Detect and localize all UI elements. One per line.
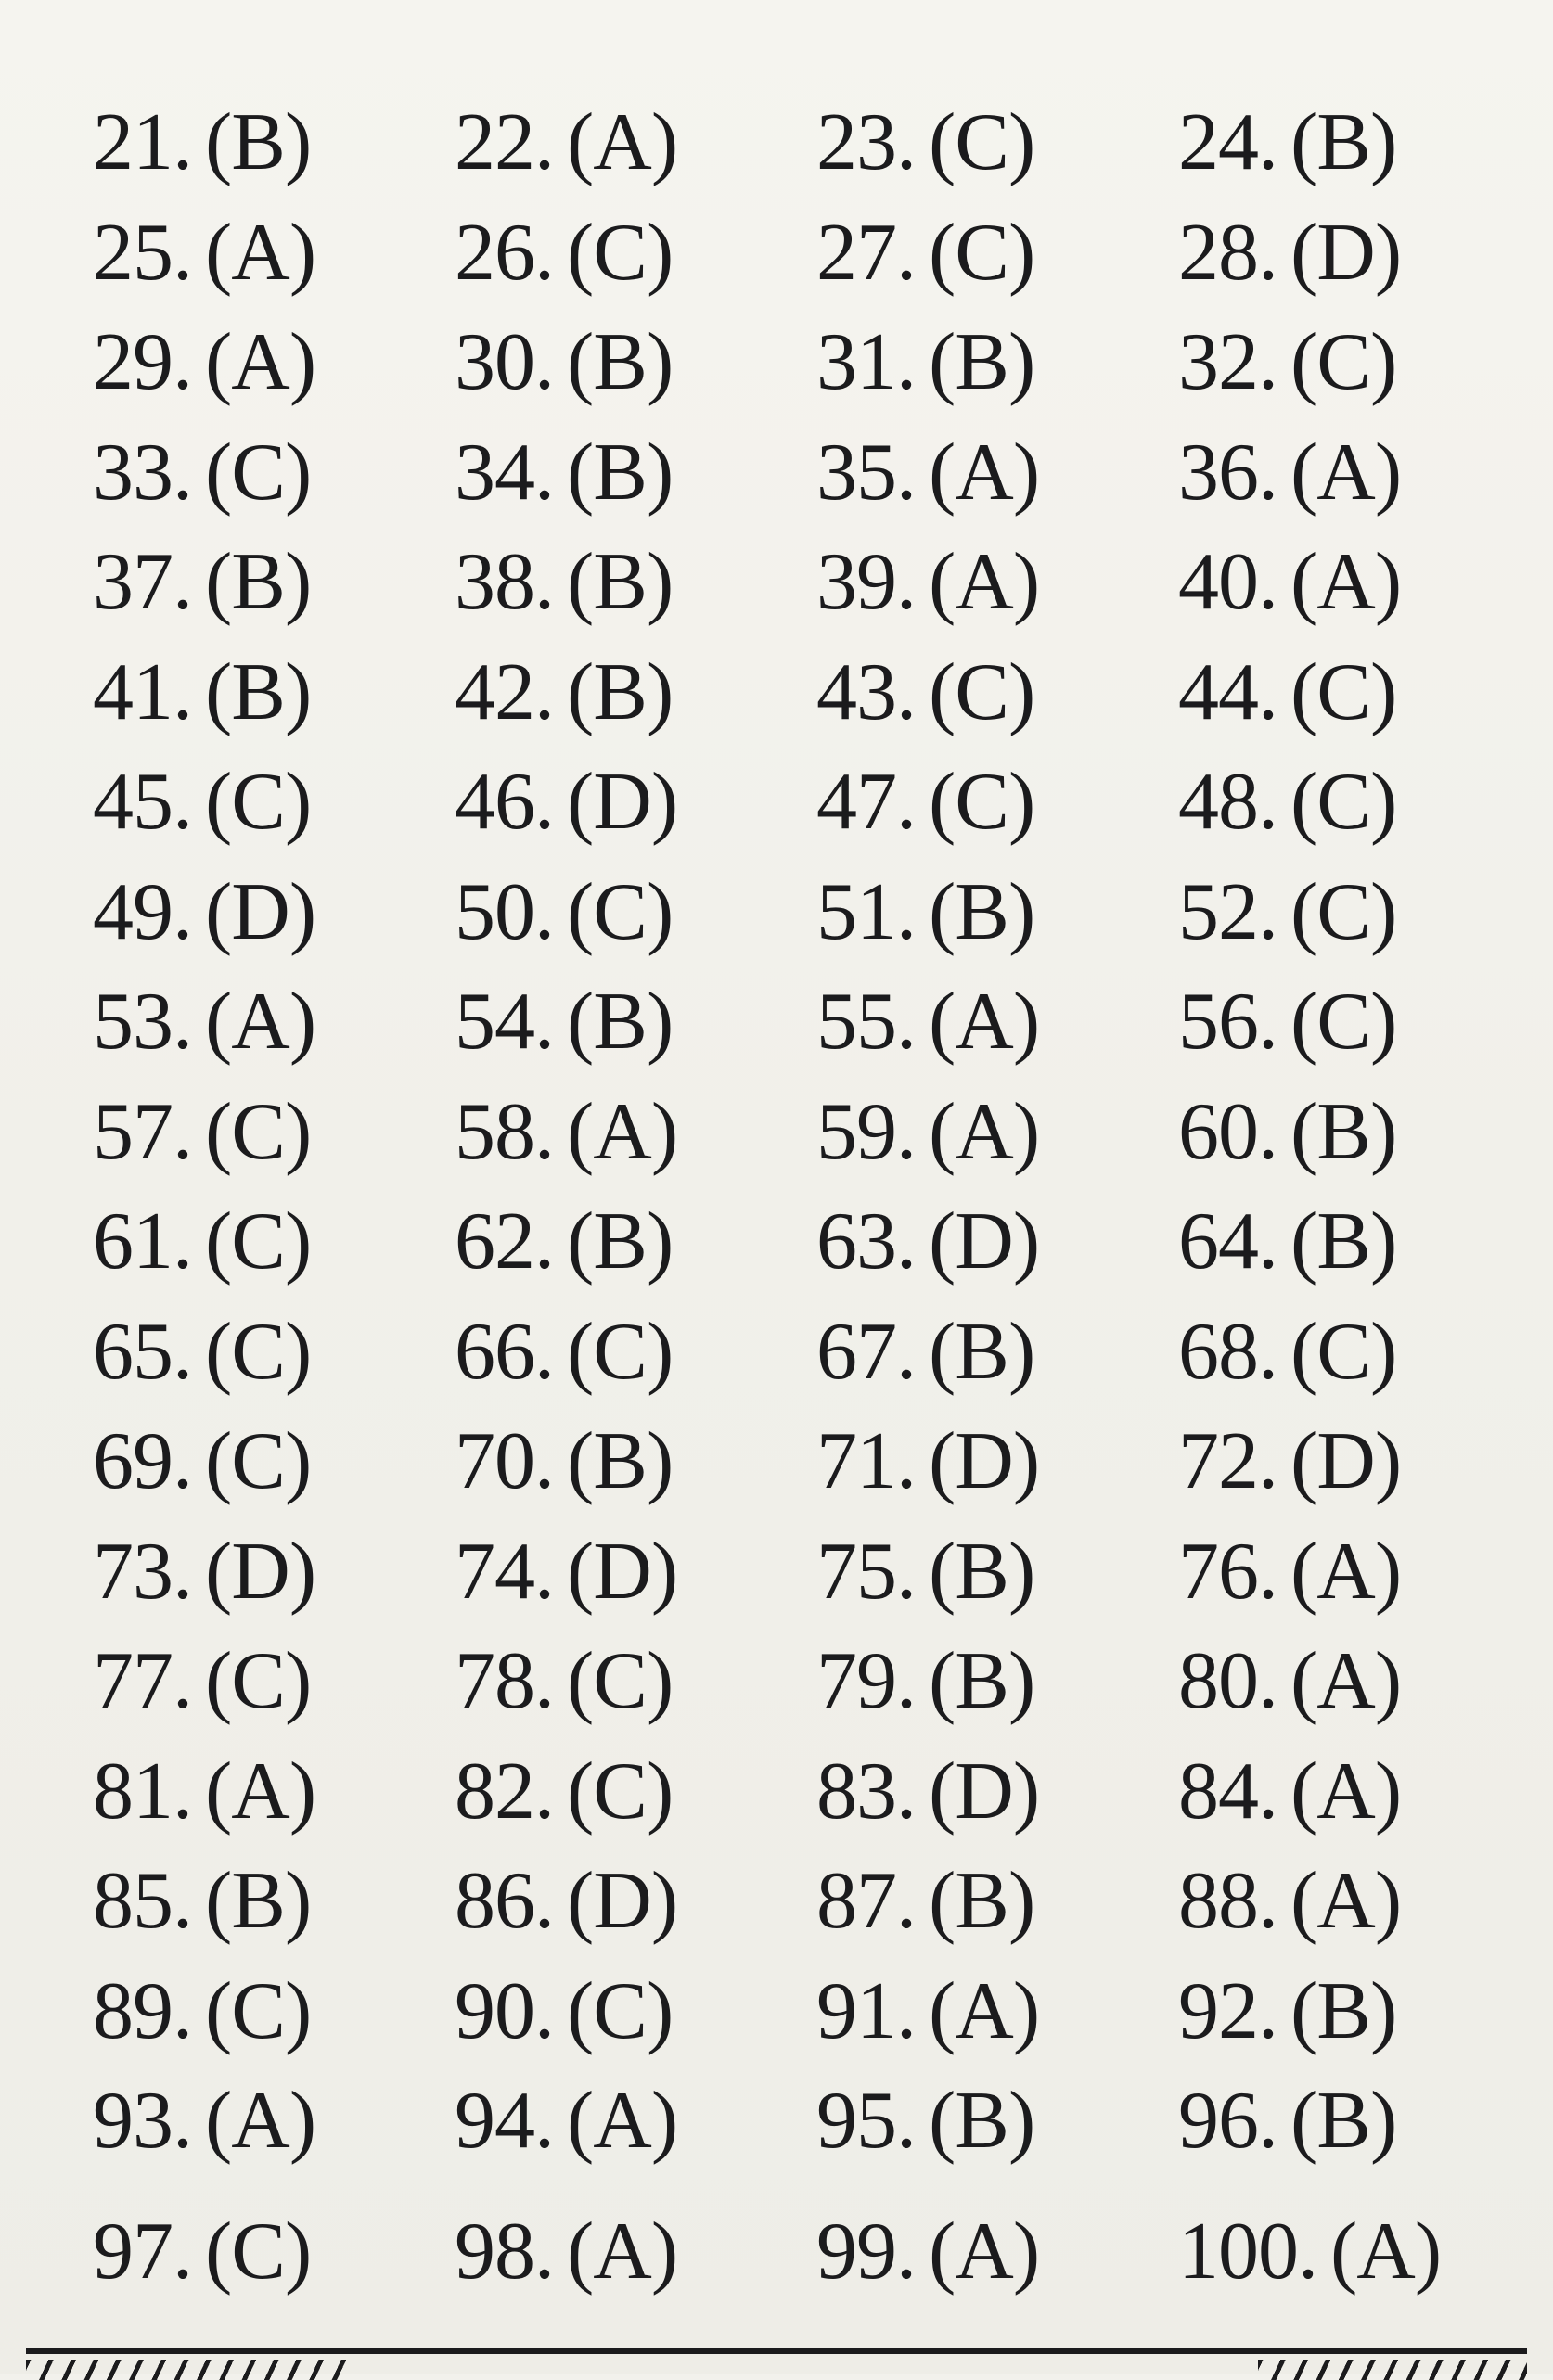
- answer-option: (A): [567, 2076, 678, 2166]
- question-number: 95.: [816, 2076, 916, 2166]
- question-number: 75.: [816, 1526, 916, 1617]
- answer-entry: [455, 2067, 816, 2177]
- answer-option: (A): [929, 537, 1040, 627]
- answer-entry: [93, 638, 455, 749]
- question-number: 33.: [93, 427, 192, 518]
- answer-entry: [93, 858, 455, 968]
- answer-option: (C): [205, 2206, 312, 2297]
- answer-entry: [93, 1847, 455, 1957]
- answer-option: (C): [567, 1746, 674, 1836]
- question-number: 67.: [816, 1306, 916, 1397]
- question-number: 41.: [93, 646, 192, 737]
- answer-option: (B): [567, 1196, 674, 1286]
- answer-option: (D): [1290, 207, 1402, 298]
- answer-option: (C): [929, 646, 1035, 737]
- question-number: 24.: [1178, 97, 1277, 187]
- answer-option: (C): [205, 1965, 312, 2056]
- answer-option: (B): [929, 1526, 1035, 1617]
- answer-entry: [93, 418, 455, 529]
- answer-entry: [93, 1957, 455, 2067]
- answer-entry: [1178, 1298, 1484, 1408]
- answer-entry: [816, 1847, 1178, 1957]
- answer-option: (D): [567, 1526, 678, 1617]
- answer-option: (C): [929, 97, 1035, 187]
- answer-option: (A): [1290, 1856, 1402, 1946]
- answer-entry: [455, 967, 816, 1078]
- question-number: 61.: [93, 1196, 192, 1286]
- answer-option: (B): [567, 1416, 674, 1506]
- answer-option: (C): [567, 1636, 674, 1726]
- answer-option: (B): [929, 1856, 1035, 1946]
- question-number: 77.: [93, 1636, 192, 1726]
- answer-option: (C): [1290, 1306, 1397, 1397]
- question-number: 81.: [93, 1746, 192, 1836]
- answer-option: (B): [567, 646, 674, 737]
- question-number: 45.: [93, 757, 192, 847]
- question-number: 44.: [1178, 646, 1277, 737]
- question-number: 71.: [816, 1416, 916, 1506]
- answer-entry: [1178, 1847, 1484, 1957]
- question-number: 93.: [93, 2076, 192, 2166]
- answer-entry: [816, 1957, 1178, 2067]
- answer-option: (C): [1290, 866, 1397, 957]
- answer-option: (A): [929, 1965, 1040, 2056]
- answer-option: (B): [929, 1636, 1035, 1726]
- answer-option: (A): [567, 1086, 678, 1177]
- question-number: 91.: [816, 1965, 916, 2056]
- answer-option: (B): [205, 537, 312, 627]
- question-number: 70.: [455, 1416, 554, 1506]
- answer-option: (B): [929, 1306, 1035, 1397]
- question-number: 40.: [1178, 537, 1277, 627]
- answer-entry: [455, 858, 816, 968]
- question-number: 92.: [1178, 1965, 1277, 2056]
- answer-option: (C): [1290, 977, 1397, 1067]
- answer-option: (A): [1290, 1526, 1402, 1617]
- question-number: 69.: [93, 1416, 192, 1506]
- answer-option: (C): [205, 1306, 312, 1397]
- answer-entry: [816, 308, 1178, 418]
- answer-entry: [455, 1078, 816, 1188]
- question-number: 53.: [93, 977, 192, 1067]
- question-number: 56.: [1178, 977, 1277, 1067]
- answer-entry: [1178, 1517, 1484, 1628]
- answer-entry: [816, 1187, 1178, 1298]
- answer-option: (D): [205, 866, 316, 957]
- answer-option: (A): [929, 427, 1040, 518]
- answer-entry: [816, 88, 1178, 198]
- question-number: 59.: [816, 1086, 916, 1177]
- answer-option: (C): [1290, 646, 1397, 737]
- question-number: 58.: [455, 1086, 554, 1177]
- answer-option: (A): [1330, 2206, 1442, 2297]
- answer-entry: [816, 1407, 1178, 1517]
- question-number: 86.: [455, 1856, 554, 1946]
- answer-option: (A): [929, 977, 1040, 1067]
- answer-option: (D): [567, 757, 678, 847]
- question-number: 52.: [1178, 866, 1277, 957]
- question-number: 31.: [816, 317, 916, 407]
- answer-option: (B): [567, 317, 674, 407]
- answer-option: (D): [1290, 1416, 1402, 1506]
- question-number: 63.: [816, 1196, 916, 1286]
- answer-entry: [816, 2177, 1178, 2297]
- answer-entry: [1178, 308, 1484, 418]
- answer-option: (B): [1290, 2076, 1397, 2166]
- answer-entry: [1178, 1737, 1484, 1848]
- question-number: 79.: [816, 1636, 916, 1726]
- answer-option: (C): [567, 866, 674, 957]
- answer-entry: [1178, 1407, 1484, 1517]
- question-number: 54.: [455, 977, 554, 1067]
- answer-entry: [816, 1298, 1178, 1408]
- question-number: 39.: [816, 537, 916, 627]
- answer-option: (A): [205, 317, 316, 407]
- answer-option: (C): [567, 1965, 674, 2056]
- answer-option: (A): [567, 97, 678, 187]
- bottom-rule: [26, 2348, 1527, 2374]
- question-number: 85.: [93, 1856, 192, 1946]
- answer-option: (C): [205, 427, 312, 518]
- question-number: 68.: [1178, 1306, 1277, 1397]
- answer-entry: [1178, 528, 1484, 638]
- answer-entry: [816, 1517, 1178, 1628]
- answer-entry: [455, 1298, 816, 1408]
- question-number: 47.: [816, 757, 916, 847]
- answer-option: (B): [205, 1856, 312, 1946]
- answer-entry: [455, 748, 816, 858]
- answer-option: (B): [929, 2076, 1035, 2166]
- question-number: 49.: [93, 866, 192, 957]
- answer-option: (B): [567, 427, 674, 518]
- question-number: 34.: [455, 427, 554, 518]
- answer-entry: [93, 2177, 455, 2297]
- question-number: 80.: [1178, 1636, 1277, 1726]
- question-number: 29.: [93, 317, 192, 407]
- answer-entry: [816, 967, 1178, 1078]
- answer-option: (C): [929, 207, 1035, 298]
- answer-entry: [93, 198, 455, 309]
- question-number: 46.: [455, 757, 554, 847]
- question-number: 23.: [816, 97, 916, 187]
- answer-entry: [1178, 1627, 1484, 1737]
- question-number: 78.: [455, 1636, 554, 1726]
- answer-entry: [93, 1407, 455, 1517]
- answer-entry: [455, 1517, 816, 1628]
- answer-entry: [93, 1737, 455, 1848]
- answer-option: (B): [929, 317, 1035, 407]
- question-number: 65.: [93, 1306, 192, 1397]
- answer-entry: [816, 858, 1178, 968]
- question-number: 38.: [455, 537, 554, 627]
- question-number: 51.: [816, 866, 916, 957]
- answer-entry: [1178, 638, 1484, 749]
- question-number: 87.: [816, 1856, 916, 1946]
- answer-key-grid: [93, 88, 1484, 2297]
- answer-entry: [816, 418, 1178, 529]
- question-number: 100.: [1178, 2206, 1317, 2297]
- answer-entry: [455, 1407, 816, 1517]
- question-number: 50.: [455, 866, 554, 957]
- answer-option: (B): [567, 537, 674, 627]
- question-number: 37.: [93, 537, 192, 627]
- question-number: 36.: [1178, 427, 1277, 518]
- answer-option: (A): [205, 1746, 316, 1836]
- answer-option: (C): [929, 757, 1035, 847]
- question-number: 28.: [1178, 207, 1277, 298]
- answer-option: (C): [205, 1416, 312, 1506]
- answer-option: (D): [205, 1526, 316, 1617]
- answer-option: (B): [567, 977, 674, 1067]
- answer-entry: [455, 2177, 816, 2297]
- question-number: 89.: [93, 1965, 192, 2056]
- answer-entry: [816, 1627, 1178, 1737]
- question-number: 30.: [455, 317, 554, 407]
- answer-entry: [455, 308, 816, 418]
- answer-entry: [816, 2067, 1178, 2177]
- answer-entry: [1178, 2067, 1484, 2177]
- answer-entry: [1178, 2177, 1484, 2297]
- question-number: 27.: [816, 207, 916, 298]
- question-number: 74.: [455, 1526, 554, 1617]
- answer-option: (C): [1290, 317, 1397, 407]
- answer-option: (A): [929, 1086, 1040, 1177]
- answer-entry: [455, 1187, 816, 1298]
- question-number: 25.: [93, 207, 192, 298]
- question-number: 62.: [455, 1196, 554, 1286]
- answer-option: (C): [1290, 757, 1397, 847]
- answer-entry: [455, 1627, 816, 1737]
- answer-option: (A): [1290, 1636, 1402, 1726]
- answer-entry: [1178, 1957, 1484, 2067]
- question-number: 55.: [816, 977, 916, 1067]
- answer-entry: [455, 88, 816, 198]
- answer-entry: [1178, 858, 1484, 968]
- answer-entry: [1178, 198, 1484, 309]
- answer-entry: [93, 1627, 455, 1737]
- answer-entry: [93, 88, 455, 198]
- answer-option: (B): [1290, 97, 1397, 187]
- question-number: 99.: [816, 2206, 916, 2297]
- question-number: 60.: [1178, 1086, 1277, 1177]
- question-number: 73.: [93, 1526, 192, 1617]
- answer-entry: [1178, 1187, 1484, 1298]
- question-number: 84.: [1178, 1746, 1277, 1836]
- answer-option: (A): [205, 2076, 316, 2166]
- question-number: 98.: [455, 2206, 554, 2297]
- answer-entry: [93, 1298, 455, 1408]
- answer-option: (C): [205, 757, 312, 847]
- answer-entry: [816, 1737, 1178, 1848]
- answer-option: (A): [567, 2206, 678, 2297]
- answer-entry: [93, 1517, 455, 1628]
- answer-option: (B): [929, 866, 1035, 957]
- answer-option: (D): [929, 1416, 1040, 1506]
- answer-option: (C): [205, 1086, 312, 1177]
- answer-option: (A): [1290, 1746, 1402, 1836]
- answer-entry: [1178, 88, 1484, 198]
- answer-option: (B): [1290, 1965, 1397, 2056]
- question-number: 64.: [1178, 1196, 1277, 1286]
- answer-entry: [1178, 748, 1484, 858]
- question-number: 43.: [816, 646, 916, 737]
- question-number: 21.: [93, 97, 192, 187]
- question-number: 66.: [455, 1306, 554, 1397]
- answer-option: (B): [1290, 1196, 1397, 1286]
- question-number: 72.: [1178, 1416, 1277, 1506]
- answer-option: (A): [205, 207, 316, 298]
- answer-entry: [455, 528, 816, 638]
- answer-entry: [816, 638, 1178, 749]
- question-number: 35.: [816, 427, 916, 518]
- question-number: 76.: [1178, 1526, 1277, 1617]
- answer-entry: [455, 198, 816, 309]
- answer-entry: [455, 1957, 816, 2067]
- answer-entry: [93, 967, 455, 1078]
- answer-entry: [1178, 1078, 1484, 1188]
- answer-entry: [1178, 967, 1484, 1078]
- question-number: 42.: [455, 646, 554, 737]
- answer-option: (A): [1290, 537, 1402, 627]
- question-number: 57.: [93, 1086, 192, 1177]
- hatched-border-left: [26, 2360, 351, 2380]
- answer-entry: [816, 748, 1178, 858]
- question-number: 22.: [455, 97, 554, 187]
- answer-entry: [455, 1847, 816, 1957]
- question-number: 88.: [1178, 1856, 1277, 1946]
- question-number: 26.: [455, 207, 554, 298]
- answer-option: (B): [1290, 1086, 1397, 1177]
- answer-entry: [93, 1187, 455, 1298]
- answer-option: (A): [1290, 427, 1402, 518]
- answer-option: (B): [205, 646, 312, 737]
- answer-option: (C): [205, 1196, 312, 1286]
- answer-option: (A): [929, 2206, 1040, 2297]
- question-number: 32.: [1178, 317, 1277, 407]
- answer-entry: [816, 198, 1178, 309]
- answer-option: (C): [567, 207, 674, 298]
- hatched-border-right: [1258, 2360, 1527, 2380]
- question-number: 90.: [455, 1965, 554, 2056]
- answer-option: (D): [929, 1746, 1040, 1836]
- question-number: 96.: [1178, 2076, 1277, 2166]
- question-number: 97.: [93, 2206, 192, 2297]
- answer-option: (C): [205, 1636, 312, 1726]
- answer-entry: [816, 528, 1178, 638]
- question-number: 48.: [1178, 757, 1277, 847]
- question-number: 94.: [455, 2076, 554, 2166]
- answer-entry: [93, 2067, 455, 2177]
- answer-option: (A): [205, 977, 316, 1067]
- answer-option: (D): [929, 1196, 1040, 1286]
- answer-entry: [93, 1078, 455, 1188]
- answer-entry: [1178, 418, 1484, 529]
- question-number: 83.: [816, 1746, 916, 1836]
- answer-entry: [93, 308, 455, 418]
- answer-option: (C): [567, 1306, 674, 1397]
- answer-entry: [455, 418, 816, 529]
- answer-entry: [93, 528, 455, 638]
- answer-option: (B): [205, 97, 312, 187]
- answer-option: (D): [567, 1856, 678, 1946]
- answer-entry: [455, 638, 816, 749]
- answer-entry: [455, 1737, 816, 1848]
- question-number: 82.: [455, 1746, 554, 1836]
- answer-entry: [816, 1078, 1178, 1188]
- answer-entry: [93, 748, 455, 858]
